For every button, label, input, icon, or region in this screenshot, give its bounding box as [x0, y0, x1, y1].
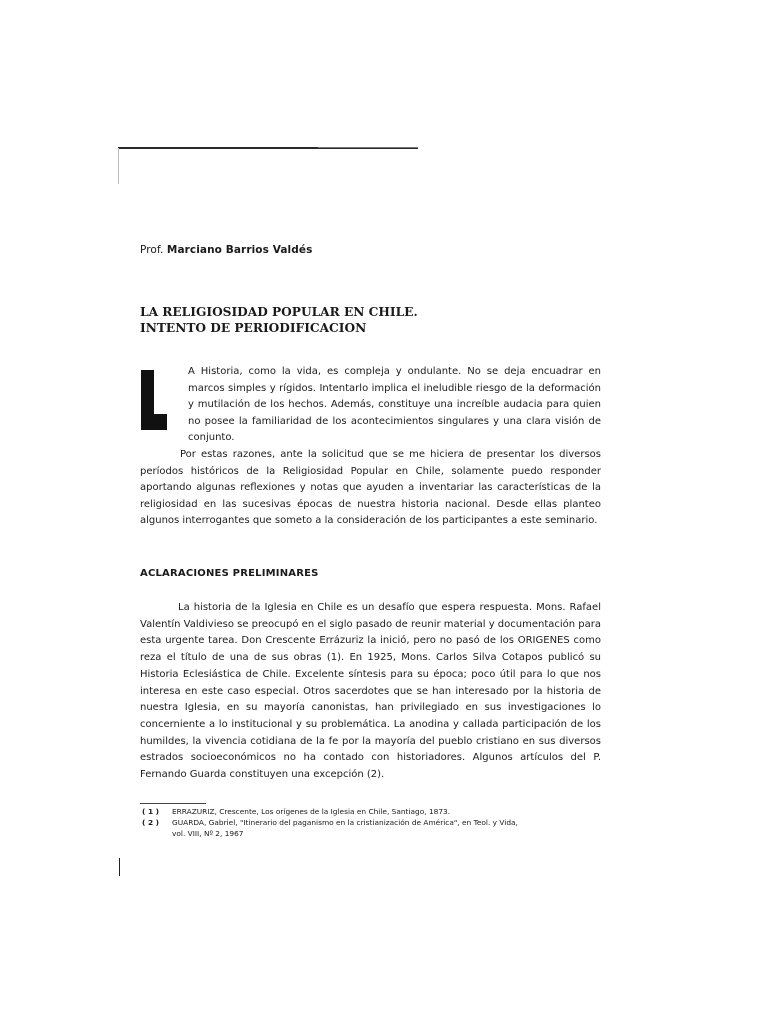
footnote-2-continuation: vol. VIII, Nº 2, 1967 — [172, 829, 244, 839]
title-line-1: LA RELIGIOSIDAD POPULAR EN CHILE. — [140, 305, 418, 319]
section-paragraph-text: La historia de la Iglesia en Chile es un desafío que espera respuesta. Mons. Rafael Valentín Valdivieso se preocupó en el siglo pasado de reunir material y documentación para esta urgente tarea. Don Crescente Errázuriz la inició, pero no pasó de los ORIGENES como reza el título de una de sus obras (1). En 1925, Mons. Carlos Silva Cotapos publicó su Historia Eclesiástica de Chile. Excelente síntesis para su época; poco útil para lo que nos interesa en este caso especial. Otros sacerdotes que se han interesado por la historia de nuestra Iglesia, en su mayoría canonistas, han privilegiado en sus investigaciones lo concerniente a lo institucional y su problemática. La anodina y callada participación de los humildes, la vivencia cotidiana de la fe por la mayoría del pueblo cristiano en sus diversos estrados socioeconómicos no ha contado con historiadores. Algunos artículos del P. Fernando Guarda constituyen una excepción (2). — [140, 602, 601, 781]
top-rule — [118, 147, 418, 149]
top-rule-tail — [318, 147, 418, 148]
intro-paragraph-1-text: A Historia, como la vida, es compleja y ondulante. No se deja encuadrar en marcos simples y rígidos. Intentarlo implica el ineludible riesgo de la deformación y mutilación de los hechos. Además, constituye una increíble audacia para quien no posee la familiaridad de los acontecimientos singulares y una clara visión de conjunto. — [188, 366, 601, 444]
footnote-rule — [140, 803, 206, 804]
footnote-2 — [142, 817, 602, 828]
author-line — [140, 244, 312, 256]
drop-cap-l — [141, 370, 167, 430]
author-prefix: Prof. — [140, 244, 164, 256]
margin-mark-bottom — [119, 858, 120, 876]
intro-paragraph-2-text: Por estas razones, ante la solicitud que se me hiciera de presentar los diversos períodos históricos de la Religiosidad Popular en Chile, solamente puedo responder aportando algunas reflexiones y notas que ayuden a inventariar las características de la religiosidad en las sucesivas épocas de nuestra historia nacional. Desde ellas planteo algunos interrogantes que someto a la consideración de los participantes a este seminario. — [140, 449, 601, 527]
author-name: Marciano Barrios Valdés — [166, 244, 313, 256]
intro-paragraph-1 — [188, 364, 601, 447]
article-title — [140, 304, 560, 336]
footnote-number: ( 2 ) — [142, 818, 160, 828]
footnote-text: ERRAZURIZ, Crescente, Los orígenes de la Iglesia en Chile, Santiago, 1873. — [172, 807, 451, 816]
footnotes — [142, 806, 602, 840]
drop-cap-letter — [141, 370, 142, 371]
footnote-number: ( 1 ) — [142, 807, 160, 816]
intro-paragraph-2 — [140, 447, 601, 530]
footnote-text: GUARDA, Gabriel, "Itinerario del paganismo en la cristianización de América", en Teol. y Vida, — [172, 818, 518, 828]
margin-mark — [118, 148, 119, 184]
section-paragraph — [140, 600, 601, 784]
title-line-2: INTENTO DE PERIODIFICACION — [140, 321, 367, 335]
footnote-1 — [142, 806, 602, 817]
section-heading: ACLARACIONES PRELIMINARES — [140, 568, 319, 579]
